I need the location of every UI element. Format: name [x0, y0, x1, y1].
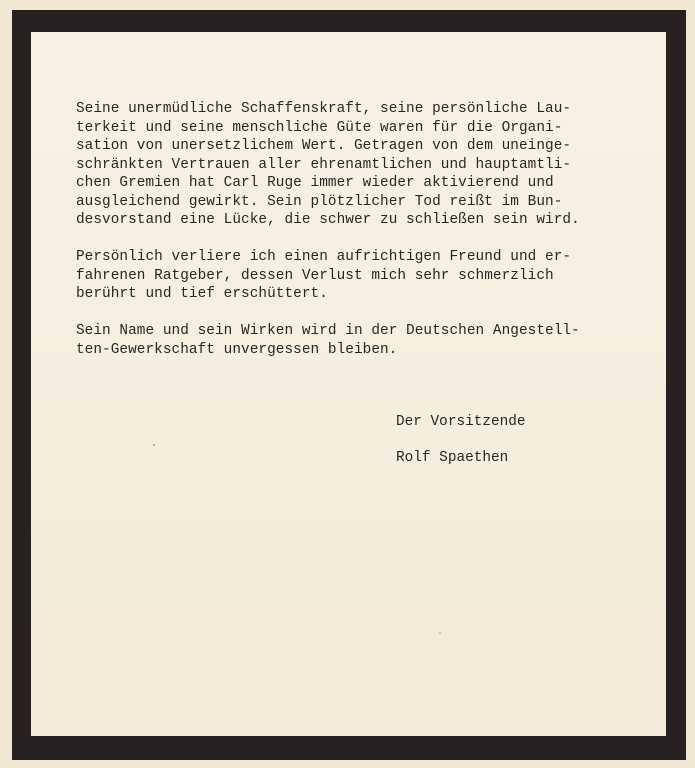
- paper-sheet: [31, 32, 666, 736]
- p2-line-3: berührt und tief erschüttert.: [76, 286, 328, 302]
- paragraph-3: [76, 322, 646, 359]
- paper-speck: [153, 444, 155, 446]
- p3-line-2: ten-Gewerkschaft unvergessen bleiben.: [76, 341, 398, 358]
- black-mourning-border: [12, 10, 686, 760]
- p1-line-5: chen Gremien hat Carl Ruge immer wieder aktivierend und: [76, 175, 554, 191]
- p3-line-1: Sein Name und sein Wirken wird in der Deutschen Angestell-: [76, 323, 580, 339]
- p1-line-7: desvorstand eine Lücke, die schwer zu schließen sein wird.: [76, 212, 580, 228]
- p1-line-4: schränkten Vertrauen aller ehrenamtlichen und hauptamtli-: [76, 156, 572, 173]
- p1-line-1: Seine unermüdliche Schaffenskraft, seine persönliche Lau-: [76, 101, 572, 117]
- paragraph-1: [76, 100, 646, 230]
- p2-line-1: Persönlich verliere ich einen aufrichtigen Freund und er-: [76, 249, 572, 265]
- p1-line-6: ausgleichend gewirkt. Sein plötzlicher Tod reißt im Bun-: [76, 193, 563, 210]
- p1-line-3: sation von unersetzlichem Wert. Getragen von dem uneinge-: [76, 138, 572, 154]
- paper-speck: [439, 632, 441, 634]
- letter-body: [76, 100, 646, 378]
- p1-line-2: terkeit und seine menschliche Güte waren für die Organi-: [76, 119, 563, 136]
- signature-title: Der Vorsitzende: [396, 414, 526, 430]
- paper-speck: [171, 332, 172, 333]
- signature-name: Rolf Spaethen: [396, 450, 509, 466]
- p2-line-2: fahrenen Ratgeber, dessen Verlust mich sehr schmerzlich: [76, 267, 554, 284]
- paragraph-2: [76, 248, 646, 304]
